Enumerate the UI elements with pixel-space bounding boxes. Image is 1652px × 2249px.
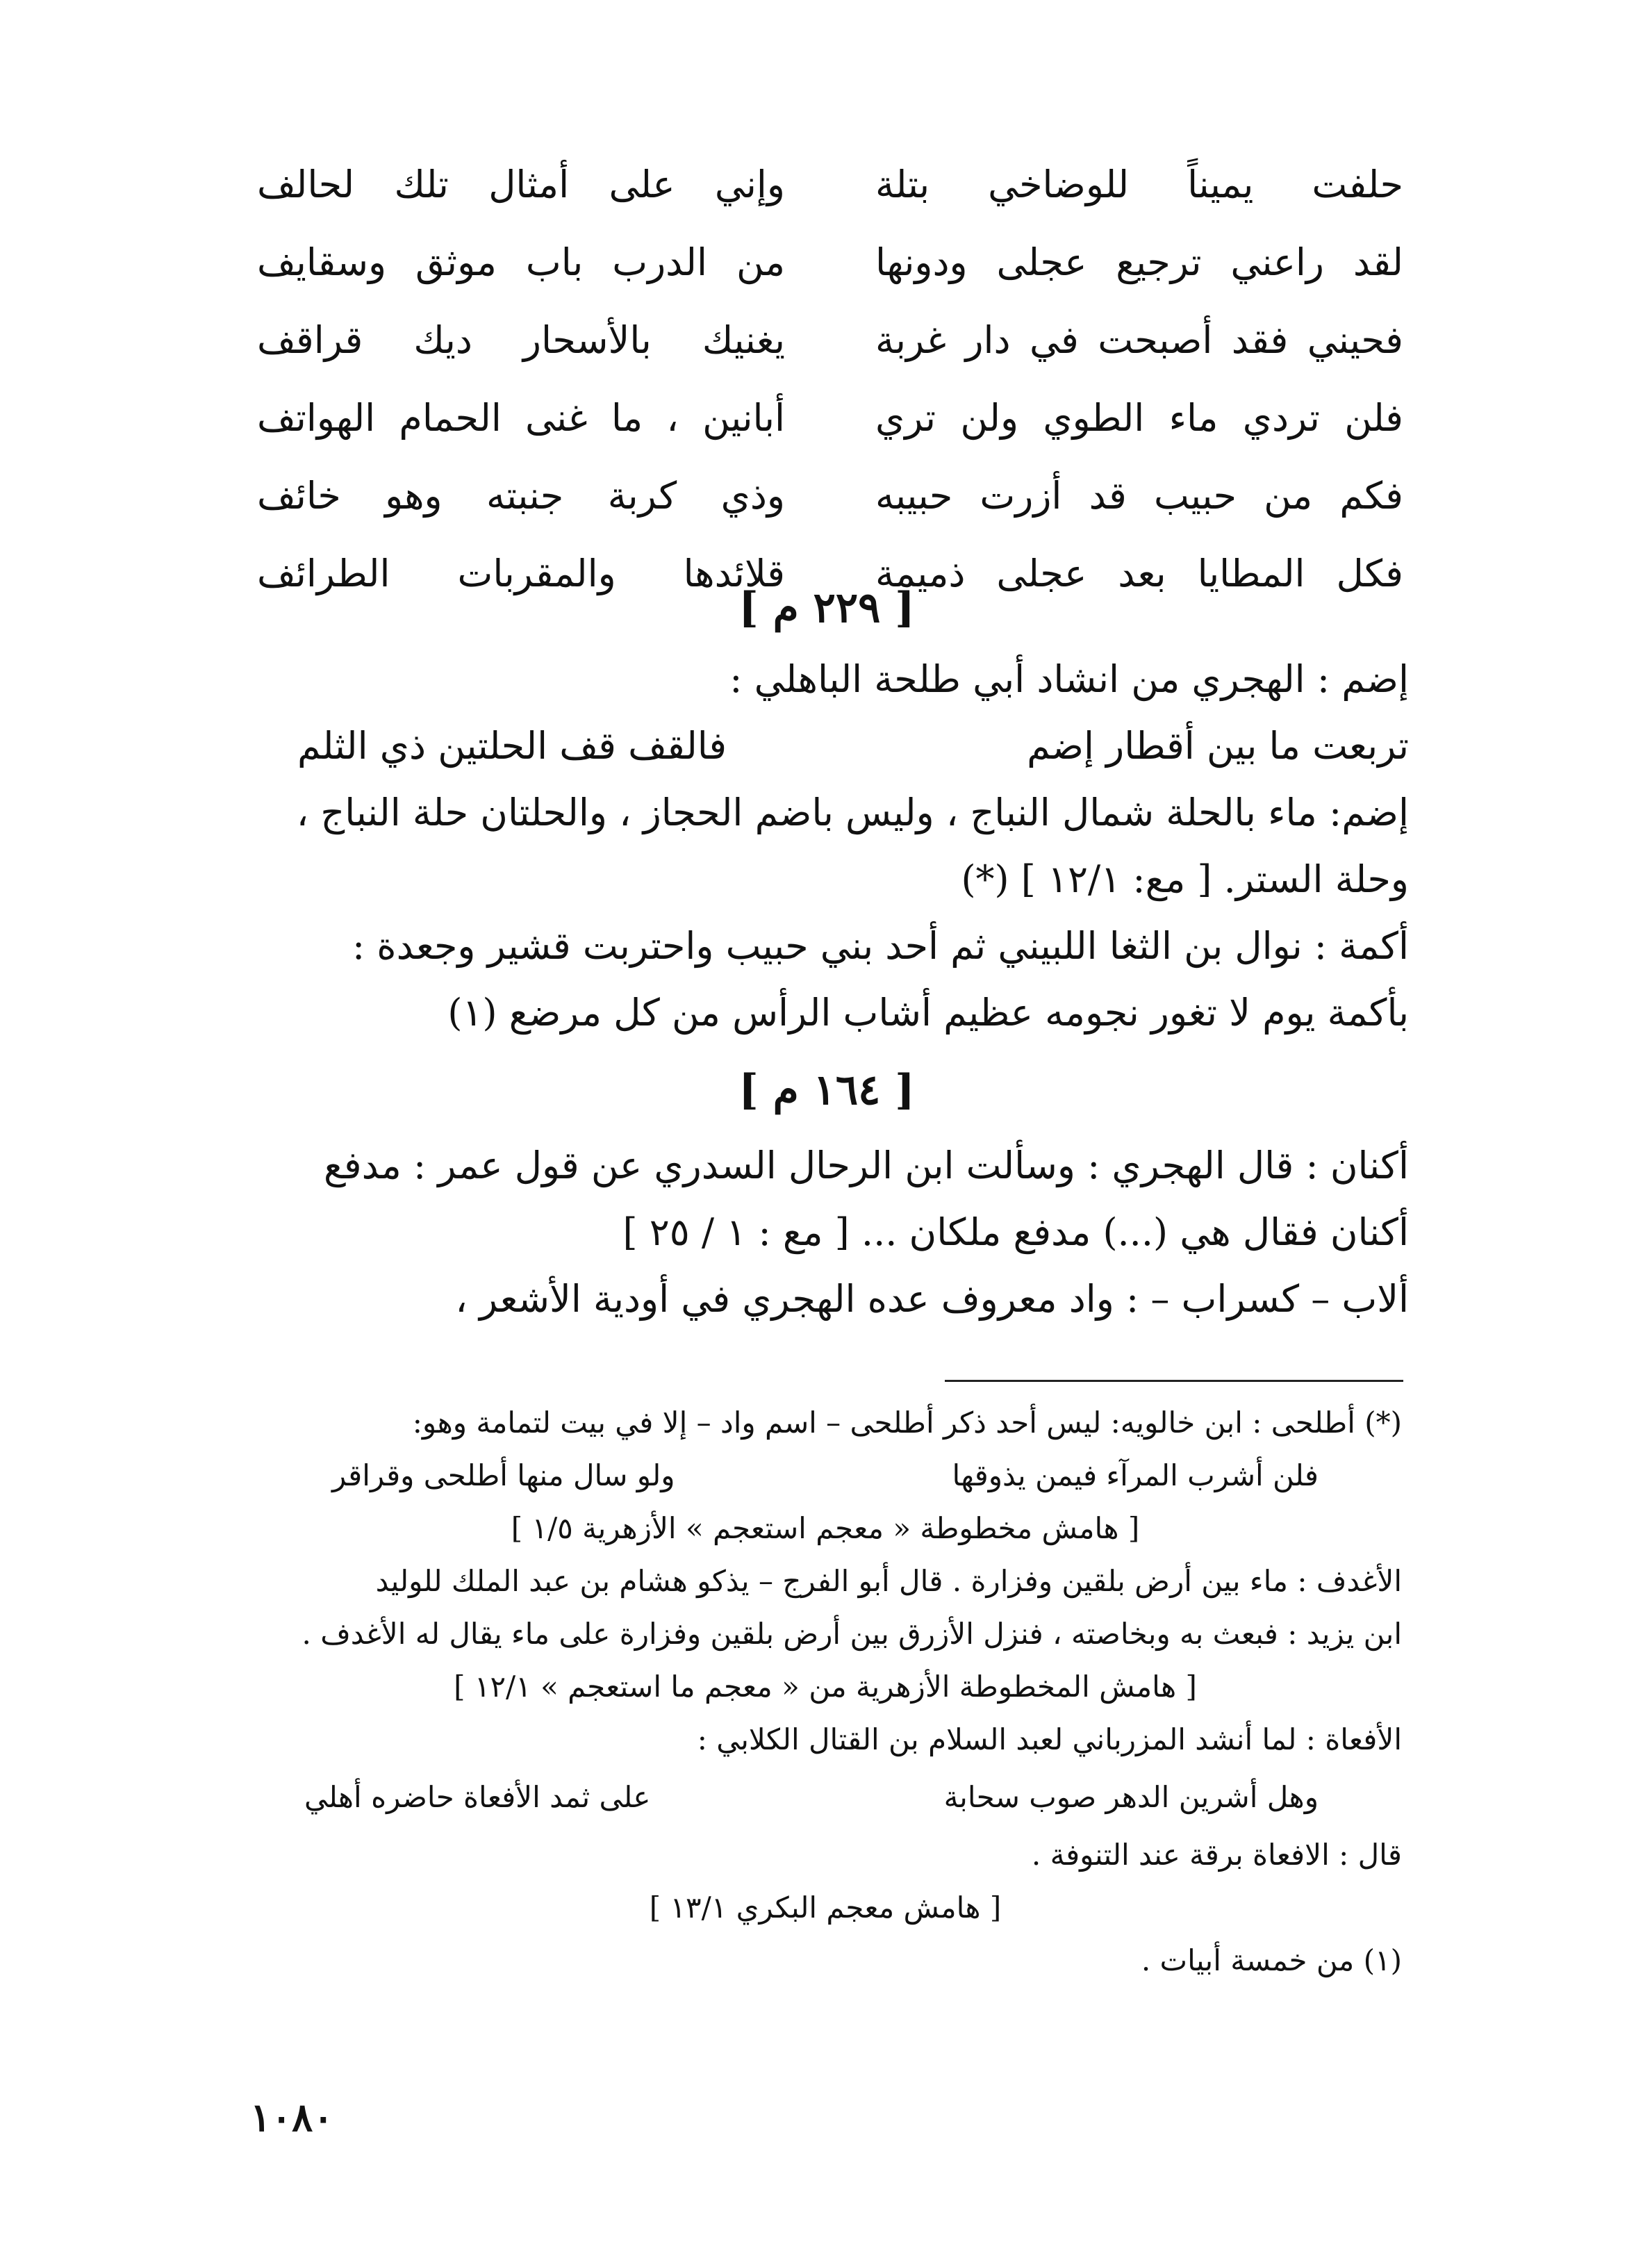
note-reference: [ هامش معجم البكري ١٣/١ ]	[649, 1890, 1002, 1925]
hemistich-first: فلن أشرب المرآء فيمن يذوقها	[952, 1458, 1319, 1492]
verse-line	[235, 713, 1409, 780]
hemistich-first: فكم من حبيب قد أزرت حبيبه	[875, 474, 1403, 518]
note-reference: [ هامش المخطوطة الأزهرية من « معجم ما استعجم » ١٢/١ ]	[454, 1670, 1197, 1704]
hemistich-second: وإني على أمثال تلك لحالف	[257, 163, 785, 206]
hemistich-second: وذي كربة جنبته وهو خائف	[257, 474, 785, 518]
reference-164: [ ١٦٤ م ]	[738, 1066, 915, 1114]
note-text: قال : الافعاة برقة عند التنوفة .	[1031, 1838, 1402, 1872]
note-reference: [ هامش مخطوطة « معجم استعجم » الأزهرية ١/٥ ]	[511, 1511, 1140, 1545]
entry-text: أكنان : قال الهجري : وسألت ابن الرحال السدري عن قول عمر : مدفع	[324, 1144, 1409, 1187]
verse	[236, 146, 1403, 224]
entry-text: إضم: ماء بالحلة شمال النباج ، وليس باضم الحجاز ، والحلتان حلة النباج ،	[296, 791, 1409, 834]
entry-aknan	[235, 1132, 1409, 1333]
hemistich-second: قلائدها والمقربات الطرائف	[257, 552, 785, 595]
hemistich-first: تربعت ما بين أقطار إضم	[1027, 724, 1409, 768]
hemistich-first: لقد راعني ترجيع عجلى ودونها	[875, 240, 1403, 284]
footnotes	[249, 1397, 1402, 1987]
hemistich-first: حلفت يميناً للوضاخي بتلة	[875, 163, 1403, 206]
hemistich-first: فلن تردي ماء الطوي ولن تري	[875, 396, 1403, 440]
verse-line: بأكمة يوم لا تغور نجومه عظيم أشاب الرأس من كل مرضع (١)	[447, 991, 1409, 1035]
verse	[236, 457, 1403, 535]
hemistich-first: فحيني فقد أصبحت في دار غربة	[875, 318, 1403, 362]
entry-akama: أكمة : نوال بن الثغا اللبيني ثم أحد بني حبيب واحتربت قشير وجعدة :	[352, 924, 1409, 968]
note-text: ابن يزيد : فبعث به وبخاصته ، فنزل الأزرق بين أرض بلقين وفزارة على ماء يقال له الأغدف .	[302, 1617, 1402, 1651]
note-text: الأغدف : ماء بين أرض بلقين وفزارة . قال أبو الفرج – يذكو هشام بن عبد الملك للوليد	[375, 1564, 1402, 1598]
verse	[236, 379, 1403, 457]
hemistich-second: من الدرب باب موثق وسقايف	[257, 240, 785, 284]
note-verse	[249, 1766, 1402, 1829]
verse	[236, 224, 1403, 302]
hemistich-second: أبانين ، ما غنى الحمام الهواتف	[257, 396, 785, 440]
entry-text: أكنان فقال هي (...) مدفع ملكان ... [ مع : ١ / ٢٥ ]	[622, 1210, 1409, 1254]
hemistich-second: يغنيك بالأسحار ديك قراقف	[257, 318, 785, 362]
hemistich-first: فكل المطايا بعد عجلى ذميمة	[875, 552, 1403, 595]
entry-text: وحلة الستر. [ مع: ١٢/١ ] (*)	[961, 857, 1409, 901]
hemistich-first: وهل أشرين الدهر صوب سحابة	[943, 1780, 1319, 1814]
entry-alab: ألاب – كسراب – : واد معروف عده الهجري في أودية الأشعر ،	[455, 1277, 1409, 1321]
entry-idam	[235, 646, 1409, 1046]
verse	[236, 302, 1403, 379]
hemistich-second: فالقف قف الحلتين ذي الثلم	[297, 724, 727, 768]
footnote-1: (١) من خمسة أبيات .	[1141, 1943, 1402, 1977]
footnote-divider	[945, 1380, 1403, 1382]
entry-heading: إضم : الهجري من انشاد أبي طلحة الباهلي :	[729, 657, 1409, 701]
hemistich-second: على ثمد الأفعاة حاضره أهلي	[304, 1780, 651, 1814]
reference-229: [ ٢٢٩ م ]	[738, 584, 915, 632]
poem	[236, 146, 1403, 613]
note-verse	[249, 1449, 1402, 1502]
note-text: (*) أطلحى : ابن خالويه: ليس أحد ذكر أطلحى – اسم واد – إلا في بيت لتمامة وهو:	[412, 1406, 1402, 1440]
page-number: ١٠٨٠	[250, 2095, 334, 2141]
hemistich-second: ولو سال منها أطلحى وقراقر	[332, 1458, 675, 1492]
note-text: الأفعاة : لما أنشد المزرباني لعبد السلام بن القتال الكلابي :	[697, 1722, 1402, 1756]
